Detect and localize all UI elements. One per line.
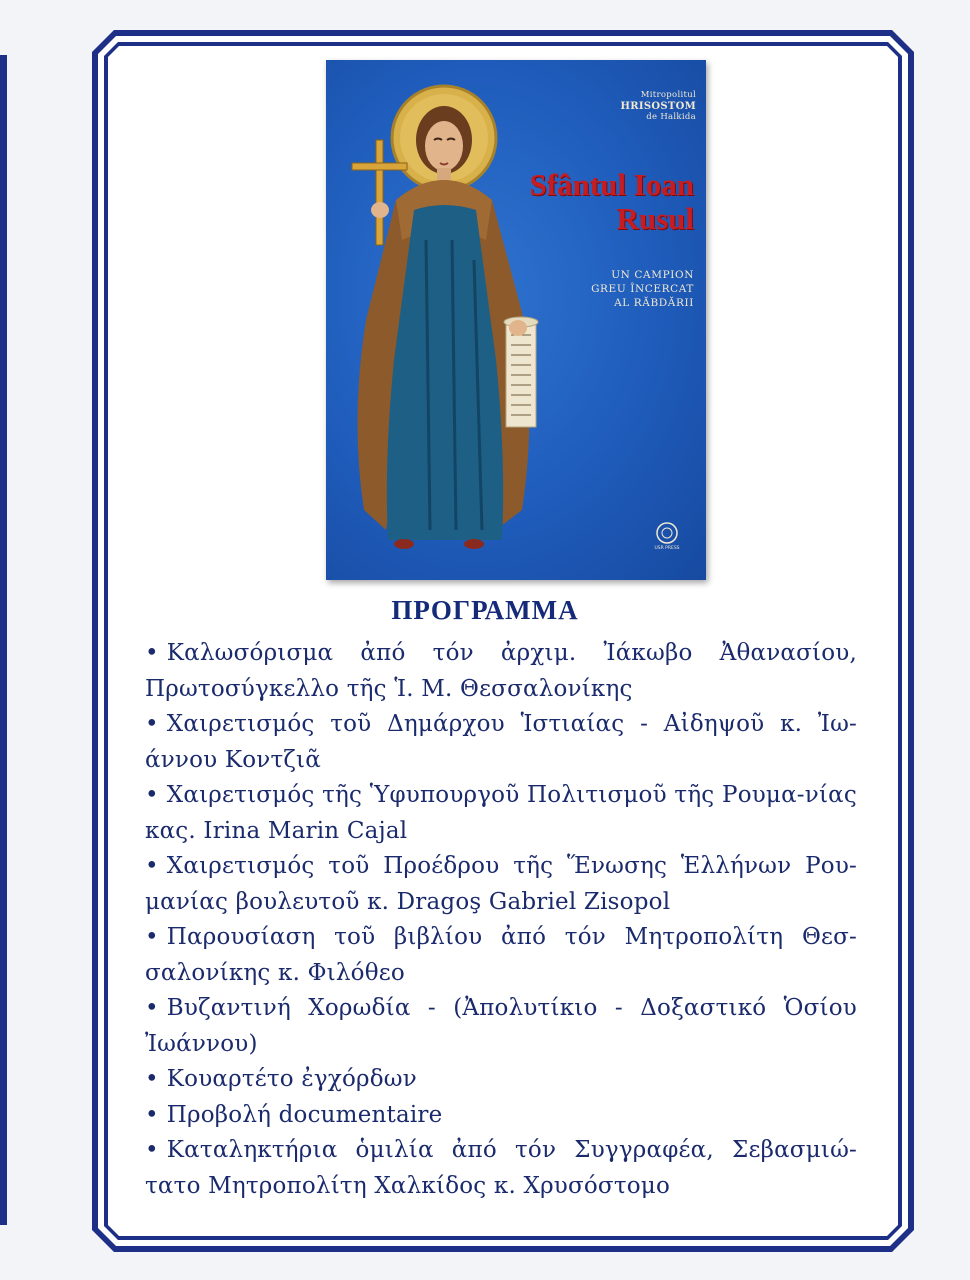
cover-title-line1: Sfântul Ioan bbox=[529, 167, 694, 202]
cover-author bbox=[620, 90, 696, 123]
cover-subtitle-line1: UN CAMPION bbox=[611, 269, 694, 281]
program-item bbox=[145, 707, 857, 778]
program-item-text: Χαιρετισμός τοῦ Προέδρου τῆς Ἕνωσης Ἑλλήνων Ρου-μανίας βουλευτοῦ κ. Dragoş Gabriel Zisopol bbox=[145, 853, 857, 915]
program-item bbox=[145, 1098, 857, 1134]
program-item-text: Καταληκτήρια ὁμιλία ἀπό τόν Συγγραφέα, Σεβασμιώ-τατο Μητροπολίτη Χαλκίδος κ. Χρυσόστομο bbox=[145, 1137, 857, 1199]
cover-author-prefix: Mitropolitul bbox=[640, 90, 696, 100]
program-item bbox=[145, 920, 857, 991]
cover-subtitle bbox=[514, 268, 694, 310]
bullet-icon: • bbox=[145, 640, 159, 666]
program-item bbox=[145, 778, 857, 849]
program-item-text: Βυζαντινή Χορωδία - (Ἀπολυτίκιο - Δοξαστικό Ὁσίου Ἰωάννου) bbox=[145, 995, 857, 1057]
bullet-icon: • bbox=[145, 1101, 159, 1128]
program-item-text: Προβολή documentaire bbox=[166, 1101, 443, 1128]
cover-subtitle-line2: GREU ÎNCERCAT bbox=[591, 283, 694, 295]
program-item-text: Κουαρτέτο ἐγχόρδων bbox=[166, 1066, 417, 1092]
publisher-logo-icon bbox=[652, 520, 682, 550]
bullet-icon: • bbox=[145, 1137, 159, 1163]
cover-title bbox=[504, 168, 694, 236]
cover-title-line2: Rusul bbox=[616, 201, 694, 236]
book-cover bbox=[326, 60, 706, 580]
saint-icon-illustration bbox=[326, 60, 706, 580]
bullet-icon: • bbox=[145, 711, 159, 737]
publisher-name: USR PRESS bbox=[654, 546, 680, 550]
bullet-icon: • bbox=[145, 782, 159, 808]
program-item bbox=[145, 1133, 857, 1204]
program-item-text: Χαιρετισμός τοῦ Δημάρχου Ἱστιαίας - Αἰδηψοῦ κ. Ἰω-άννου Κοντζιᾶ bbox=[145, 711, 857, 773]
program-heading: ΠΡΟΓΡΑΜΜΑ bbox=[391, 595, 579, 625]
bullet-icon: • bbox=[145, 853, 159, 879]
program-item bbox=[145, 636, 857, 707]
cover-author-name: HRISOSTOM bbox=[620, 101, 696, 112]
bullet-icon: • bbox=[145, 1066, 159, 1092]
program-item bbox=[145, 849, 857, 920]
program-item-text: Καλωσόρισμα ἀπό τόν ἀρχιμ. Ἰάκωβο Ἀθανασίου, Πρωτοσύγκελλο τῆς Ἱ. Μ. Θεσσαλονίκης bbox=[145, 640, 857, 702]
program-item bbox=[145, 1062, 857, 1098]
adjacent-page-edge bbox=[0, 55, 7, 1225]
bullet-icon: • bbox=[145, 924, 159, 950]
program-list bbox=[145, 636, 857, 1204]
bullet-icon: • bbox=[145, 995, 159, 1021]
cover-author-see: de Halkida bbox=[646, 112, 696, 122]
program-item-text: Χαιρετισμός τῆς Ὑφυπουργοῦ Πολιτισμοῦ τῆς Ρουμα-νίας κας. Irina Marin Cajal bbox=[145, 782, 857, 844]
program-item-text: Παρουσίαση τοῦ βιβλίου ἀπό τόν Μητροπολίτη Θεσ-σαλονίκης κ. Φιλόθεο bbox=[145, 924, 857, 986]
program-item bbox=[145, 991, 857, 1062]
cover-subtitle-line3: AL RĂBDĂRII bbox=[614, 297, 694, 309]
